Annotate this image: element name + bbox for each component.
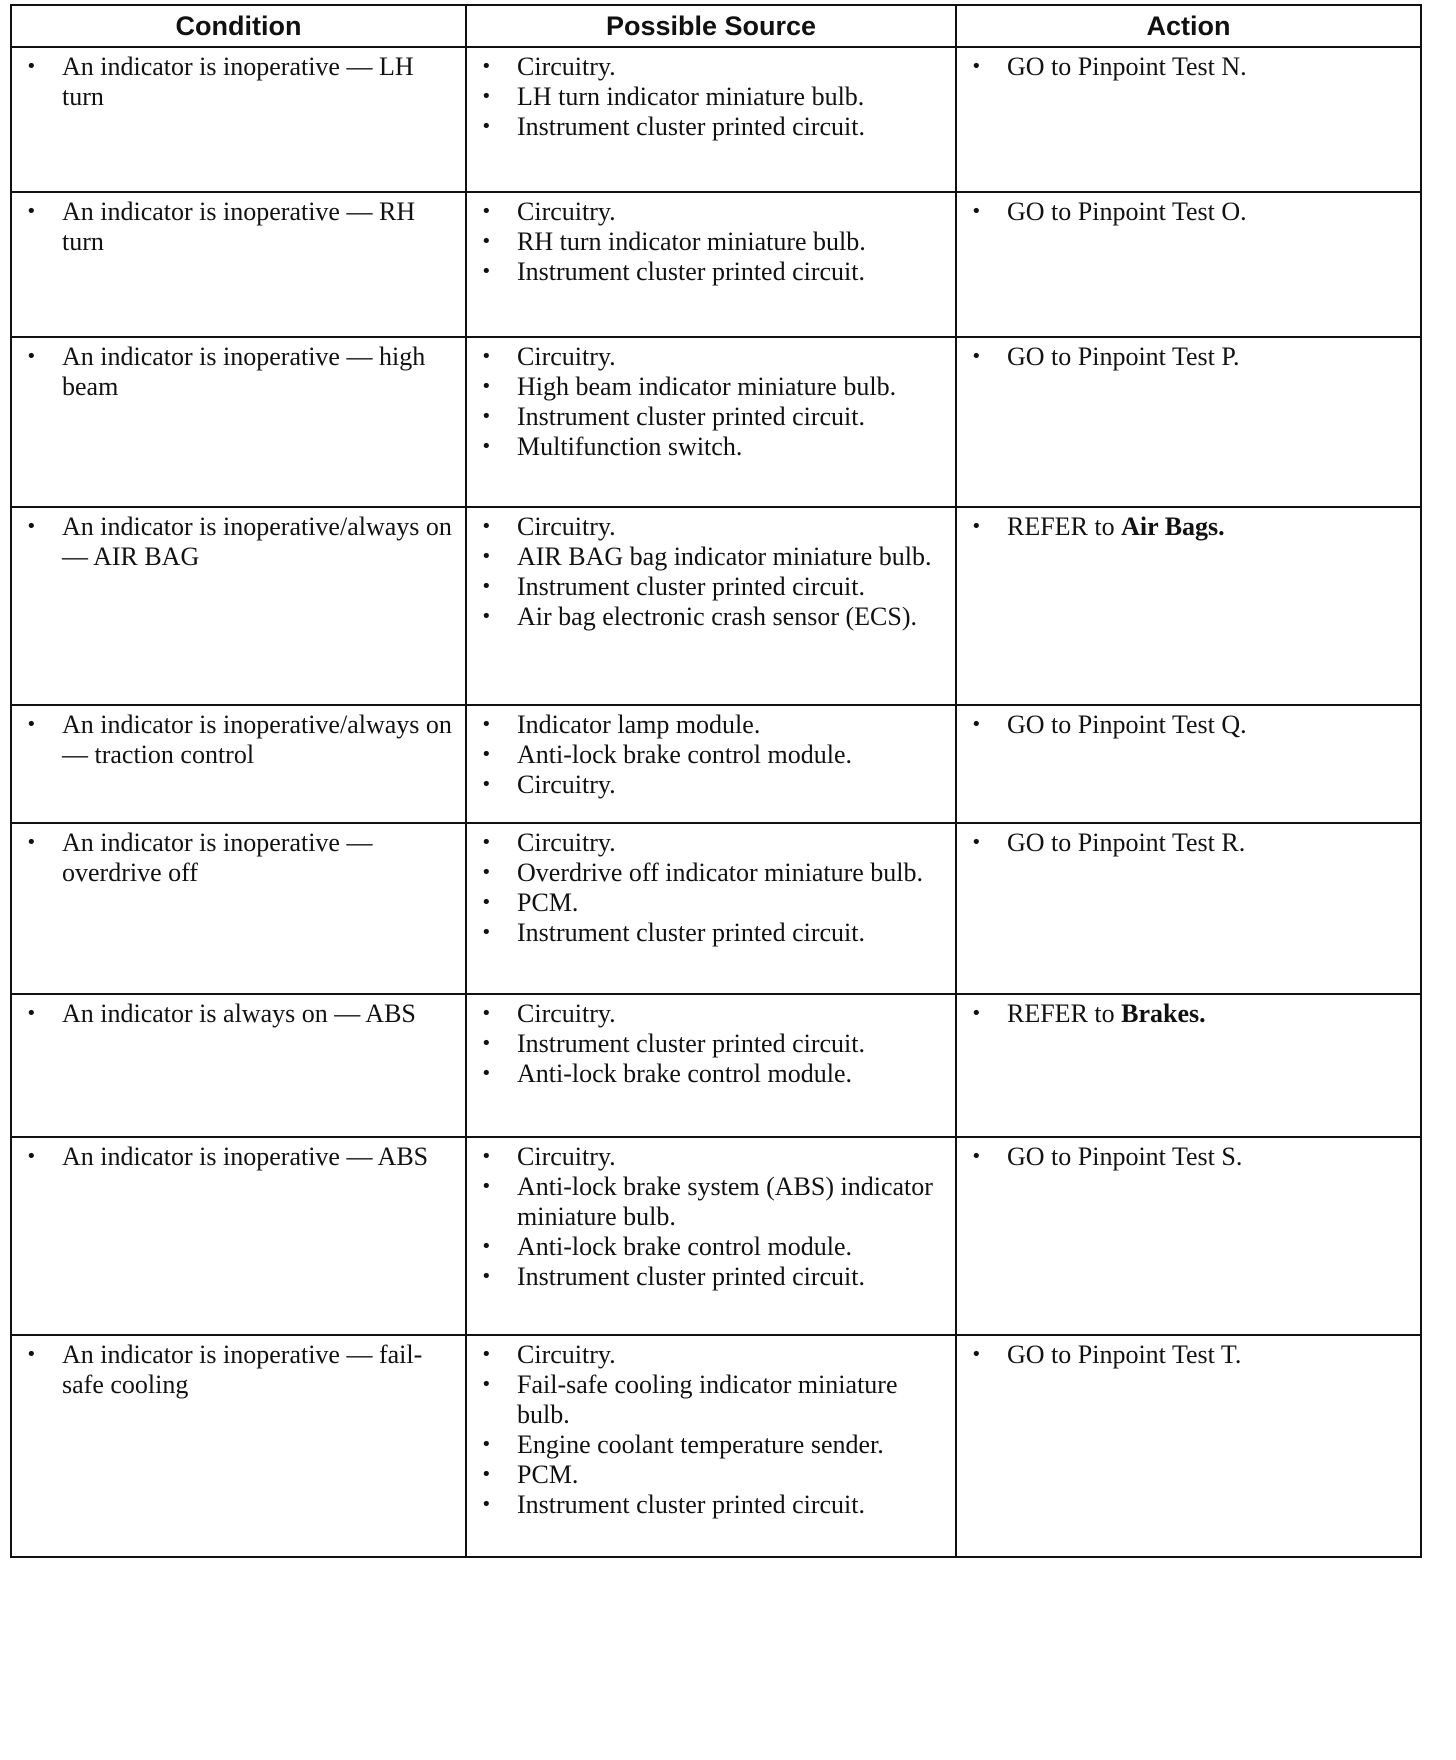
- source-item: [475, 740, 947, 770]
- source-item: [475, 1430, 947, 1460]
- bullet-icon: •: [481, 576, 492, 597]
- action-list: [965, 710, 1412, 740]
- action-list: [965, 52, 1412, 82]
- bullet-icon: •: [481, 922, 492, 943]
- condition-list: [20, 999, 457, 1029]
- source-item: [475, 542, 947, 572]
- source-text: Anti-lock brake control module.: [517, 740, 853, 769]
- source-text: Instrument cluster printed circuit.: [517, 112, 866, 141]
- bullet-icon: •: [481, 1236, 492, 1257]
- bullet-icon: •: [481, 1003, 492, 1024]
- source-text: Fail-safe cooling indicator miniature bulb.: [517, 1370, 898, 1429]
- source-text: Circuitry.: [517, 770, 616, 799]
- source-list: [475, 512, 947, 632]
- condition-item: [20, 1340, 457, 1400]
- action-list: [965, 1340, 1412, 1370]
- condition-list: [20, 828, 457, 888]
- bullet-icon: •: [481, 406, 492, 427]
- action-text: GO to Pinpoint Test N.: [1007, 52, 1247, 81]
- action-item: [965, 710, 1412, 740]
- condition-list: [20, 1340, 457, 1400]
- source-text: Air bag electronic crash sensor (ECS).: [517, 602, 917, 631]
- source-item: [475, 227, 947, 257]
- source-text: Overdrive off indicator miniature bulb.: [517, 858, 924, 887]
- source-item: [475, 52, 947, 82]
- action-list: [965, 342, 1412, 372]
- bullet-icon: •: [971, 346, 982, 367]
- source-item: [475, 1232, 947, 1262]
- bullet-icon: •: [481, 714, 492, 735]
- source-text: Circuitry.: [517, 828, 616, 857]
- bullet-icon: •: [26, 516, 37, 537]
- source-list: [475, 1340, 947, 1520]
- source-list: [475, 197, 947, 287]
- header-possible-source: Possible Source: [466, 5, 956, 47]
- table-row: [11, 192, 1421, 337]
- bullet-icon: •: [481, 261, 492, 282]
- possible-source-cell: [466, 705, 956, 823]
- possible-source-cell: [466, 1137, 956, 1335]
- condition-text: An indicator is inoperative/always on — AIR BAG: [62, 512, 452, 571]
- source-item: [475, 257, 947, 287]
- bullet-icon: •: [26, 56, 37, 77]
- source-item: [475, 1059, 947, 1089]
- source-item: [475, 1370, 947, 1430]
- source-item: [475, 999, 947, 1029]
- source-text: Instrument cluster printed circuit.: [517, 257, 866, 286]
- bullet-icon: •: [971, 516, 982, 537]
- source-text: Instrument cluster printed circuit.: [517, 1262, 866, 1291]
- condition-item: [20, 1142, 457, 1172]
- bullet-icon: •: [481, 1494, 492, 1515]
- condition-list: [20, 512, 457, 572]
- action-cell: [956, 337, 1421, 507]
- source-text: Instrument cluster printed circuit.: [517, 918, 866, 947]
- condition-cell: [11, 192, 466, 337]
- condition-list: [20, 52, 457, 112]
- source-text: High beam indicator miniature bulb.: [517, 372, 897, 401]
- action-text: GO to Pinpoint Test Q.: [1007, 710, 1247, 739]
- source-text: Engine coolant temperature sender.: [517, 1430, 884, 1459]
- bullet-icon: •: [481, 1033, 492, 1054]
- condition-cell: [11, 1335, 466, 1557]
- bullet-icon: •: [481, 1063, 492, 1084]
- action-list: [965, 1142, 1412, 1172]
- bullet-icon: •: [971, 714, 982, 735]
- condition-cell: [11, 337, 466, 507]
- action-list: [965, 512, 1412, 542]
- source-item: [475, 1460, 947, 1490]
- bullet-icon: •: [481, 744, 492, 765]
- action-cell: [956, 507, 1421, 705]
- action-list: [965, 828, 1412, 858]
- condition-text: An indicator is inoperative — high beam: [62, 342, 426, 401]
- source-text: Anti-lock brake system (ABS) indicator miniature bulb.: [517, 1172, 933, 1231]
- source-item: [475, 770, 947, 800]
- table-row: [11, 337, 1421, 507]
- possible-source-cell: [466, 1335, 956, 1557]
- source-list: [475, 828, 947, 948]
- source-item: [475, 372, 947, 402]
- action-text: GO to Pinpoint Test R.: [1007, 828, 1246, 857]
- table-body: [11, 47, 1421, 1557]
- header-action: Action: [956, 5, 1421, 47]
- bullet-icon: •: [481, 376, 492, 397]
- source-item: [475, 82, 947, 112]
- action-text: GO to Pinpoint Test S.: [1007, 1142, 1243, 1171]
- source-item: [475, 512, 947, 542]
- source-text: PCM.: [517, 888, 579, 917]
- action-cell: [956, 823, 1421, 994]
- action-cell: [956, 1137, 1421, 1335]
- possible-source-cell: [466, 994, 956, 1137]
- source-text: Circuitry.: [517, 999, 616, 1028]
- bullet-icon: •: [971, 201, 982, 222]
- source-list: [475, 999, 947, 1089]
- bullet-icon: •: [481, 892, 492, 913]
- source-text: Anti-lock brake control module.: [517, 1059, 853, 1088]
- source-item: [475, 858, 947, 888]
- source-list: [475, 710, 947, 800]
- action-list: [965, 197, 1412, 227]
- source-text: Instrument cluster printed circuit.: [517, 1029, 866, 1058]
- bullet-icon: •: [26, 1344, 37, 1365]
- action-reference: Brakes.: [1121, 999, 1206, 1028]
- condition-cell: [11, 705, 466, 823]
- bullet-icon: •: [481, 606, 492, 627]
- source-item: [475, 888, 947, 918]
- bullet-icon: •: [481, 1344, 492, 1365]
- condition-text: An indicator is always on — ABS: [62, 999, 416, 1028]
- source-item: [475, 1172, 947, 1232]
- source-text: AIR BAG bag indicator miniature bulb.: [517, 542, 932, 571]
- source-item: [475, 918, 947, 948]
- bullet-icon: •: [481, 1146, 492, 1167]
- source-item: [475, 402, 947, 432]
- source-text: Circuitry.: [517, 1142, 616, 1171]
- bullet-icon: •: [971, 832, 982, 853]
- bullet-icon: •: [971, 56, 982, 77]
- bullet-icon: •: [26, 346, 37, 367]
- bullet-icon: •: [481, 1464, 492, 1485]
- source-text: Anti-lock brake control module.: [517, 1232, 853, 1261]
- condition-item: [20, 342, 457, 402]
- source-list: [475, 342, 947, 462]
- bullet-icon: •: [481, 116, 492, 137]
- bullet-icon: •: [481, 1374, 492, 1395]
- bullet-icon: •: [26, 714, 37, 735]
- possible-source-cell: [466, 823, 956, 994]
- bullet-icon: •: [971, 1146, 982, 1167]
- source-text: Circuitry.: [517, 197, 616, 226]
- source-list: [475, 1142, 947, 1292]
- action-cell: [956, 994, 1421, 1137]
- bullet-icon: •: [971, 1003, 982, 1024]
- condition-item: [20, 710, 457, 770]
- bullet-icon: •: [481, 1434, 492, 1455]
- bullet-icon: •: [481, 516, 492, 537]
- condition-list: [20, 1142, 457, 1172]
- possible-source-cell: [466, 337, 956, 507]
- source-text: Circuitry.: [517, 342, 616, 371]
- source-item: [475, 197, 947, 227]
- source-text: Circuitry.: [517, 52, 616, 81]
- condition-cell: [11, 1137, 466, 1335]
- source-item: [475, 1262, 947, 1292]
- source-item: [475, 1029, 947, 1059]
- source-item: [475, 828, 947, 858]
- condition-item: [20, 999, 457, 1029]
- condition-text: An indicator is inoperative — LH turn: [62, 52, 414, 111]
- source-item: [475, 1340, 947, 1370]
- condition-list: [20, 342, 457, 402]
- condition-list: [20, 710, 457, 770]
- bullet-icon: •: [481, 832, 492, 853]
- possible-source-cell: [466, 47, 956, 192]
- diagnosis-table: [10, 4, 1422, 1558]
- bullet-icon: •: [481, 862, 492, 883]
- action-item: [965, 52, 1412, 82]
- bullet-icon: •: [26, 201, 37, 222]
- action-text: GO to Pinpoint Test O.: [1007, 197, 1247, 226]
- action-cell: [956, 47, 1421, 192]
- condition-text: An indicator is inoperative — ABS: [62, 1142, 429, 1171]
- bullet-icon: •: [26, 832, 37, 853]
- action-item: [965, 1340, 1412, 1370]
- source-text: Instrument cluster printed circuit.: [517, 402, 866, 431]
- condition-list: [20, 197, 457, 257]
- source-item: [475, 342, 947, 372]
- action-cell: [956, 1335, 1421, 1557]
- bullet-icon: •: [481, 436, 492, 457]
- condition-cell: [11, 823, 466, 994]
- table-row: [11, 507, 1421, 705]
- source-item: [475, 1142, 947, 1172]
- condition-cell: [11, 47, 466, 192]
- condition-item: [20, 197, 457, 257]
- condition-cell: [11, 994, 466, 1137]
- source-text: LH turn indicator miniature bulb.: [517, 82, 865, 111]
- table-row: [11, 1137, 1421, 1335]
- source-text: Indicator lamp module.: [517, 710, 761, 739]
- source-text: Multifunction switch.: [517, 432, 743, 461]
- source-list: [475, 52, 947, 142]
- possible-source-cell: [466, 192, 956, 337]
- condition-item: [20, 512, 457, 572]
- action-list: [965, 999, 1412, 1029]
- table-row: [11, 705, 1421, 823]
- bullet-icon: •: [481, 546, 492, 567]
- source-text: PCM.: [517, 1460, 579, 1489]
- bullet-icon: •: [26, 1003, 37, 1024]
- action-text: GO to Pinpoint Test P.: [1007, 342, 1240, 371]
- action-item: [965, 342, 1412, 372]
- condition-text: An indicator is inoperative/always on — traction control: [62, 710, 452, 769]
- action-cell: [956, 705, 1421, 823]
- condition-item: [20, 828, 457, 888]
- table-row: [11, 1335, 1421, 1557]
- action-item: [965, 999, 1412, 1029]
- possible-source-cell: [466, 507, 956, 705]
- source-text: Instrument cluster printed circuit.: [517, 1490, 866, 1519]
- condition-text: An indicator is inoperative — fail-safe cooling: [62, 1340, 423, 1399]
- table-row: [11, 823, 1421, 994]
- source-item: [475, 1490, 947, 1520]
- bullet-icon: •: [481, 1266, 492, 1287]
- bullet-icon: •: [481, 774, 492, 795]
- condition-text: An indicator is inoperative — RH turn: [62, 197, 416, 256]
- condition-text: An indicator is inoperative — overdrive off: [62, 828, 373, 887]
- source-item: [475, 572, 947, 602]
- bullet-icon: •: [481, 231, 492, 252]
- bullet-icon: •: [481, 346, 492, 367]
- action-item: [965, 512, 1412, 542]
- table-row: [11, 994, 1421, 1137]
- source-item: [475, 112, 947, 142]
- action-cell: [956, 192, 1421, 337]
- source-item: [475, 710, 947, 740]
- source-text: Circuitry.: [517, 512, 616, 541]
- action-text: REFER to: [1007, 999, 1122, 1028]
- action-text: GO to Pinpoint Test T.: [1007, 1340, 1242, 1369]
- bullet-icon: •: [481, 201, 492, 222]
- source-item: [475, 602, 947, 632]
- action-reference: Air Bags.: [1121, 512, 1225, 541]
- bullet-icon: •: [481, 1176, 492, 1197]
- bullet-icon: •: [26, 1146, 37, 1167]
- condition-item: [20, 52, 457, 112]
- condition-cell: [11, 507, 466, 705]
- bullet-icon: •: [481, 86, 492, 107]
- bullet-icon: •: [481, 56, 492, 77]
- table-row: [11, 47, 1421, 192]
- source-text: RH turn indicator miniature bulb.: [517, 227, 866, 256]
- header-row: [11, 5, 1421, 47]
- action-item: [965, 828, 1412, 858]
- header-condition: Condition: [11, 5, 466, 47]
- action-text: REFER to: [1007, 512, 1122, 541]
- source-text: Instrument cluster printed circuit.: [517, 572, 866, 601]
- action-item: [965, 1142, 1412, 1172]
- bullet-icon: •: [971, 1344, 982, 1365]
- table-header: [11, 5, 1421, 47]
- action-item: [965, 197, 1412, 227]
- source-text: Circuitry.: [517, 1340, 616, 1369]
- diagnosis-table-container: [10, 4, 1420, 1558]
- source-item: [475, 432, 947, 462]
